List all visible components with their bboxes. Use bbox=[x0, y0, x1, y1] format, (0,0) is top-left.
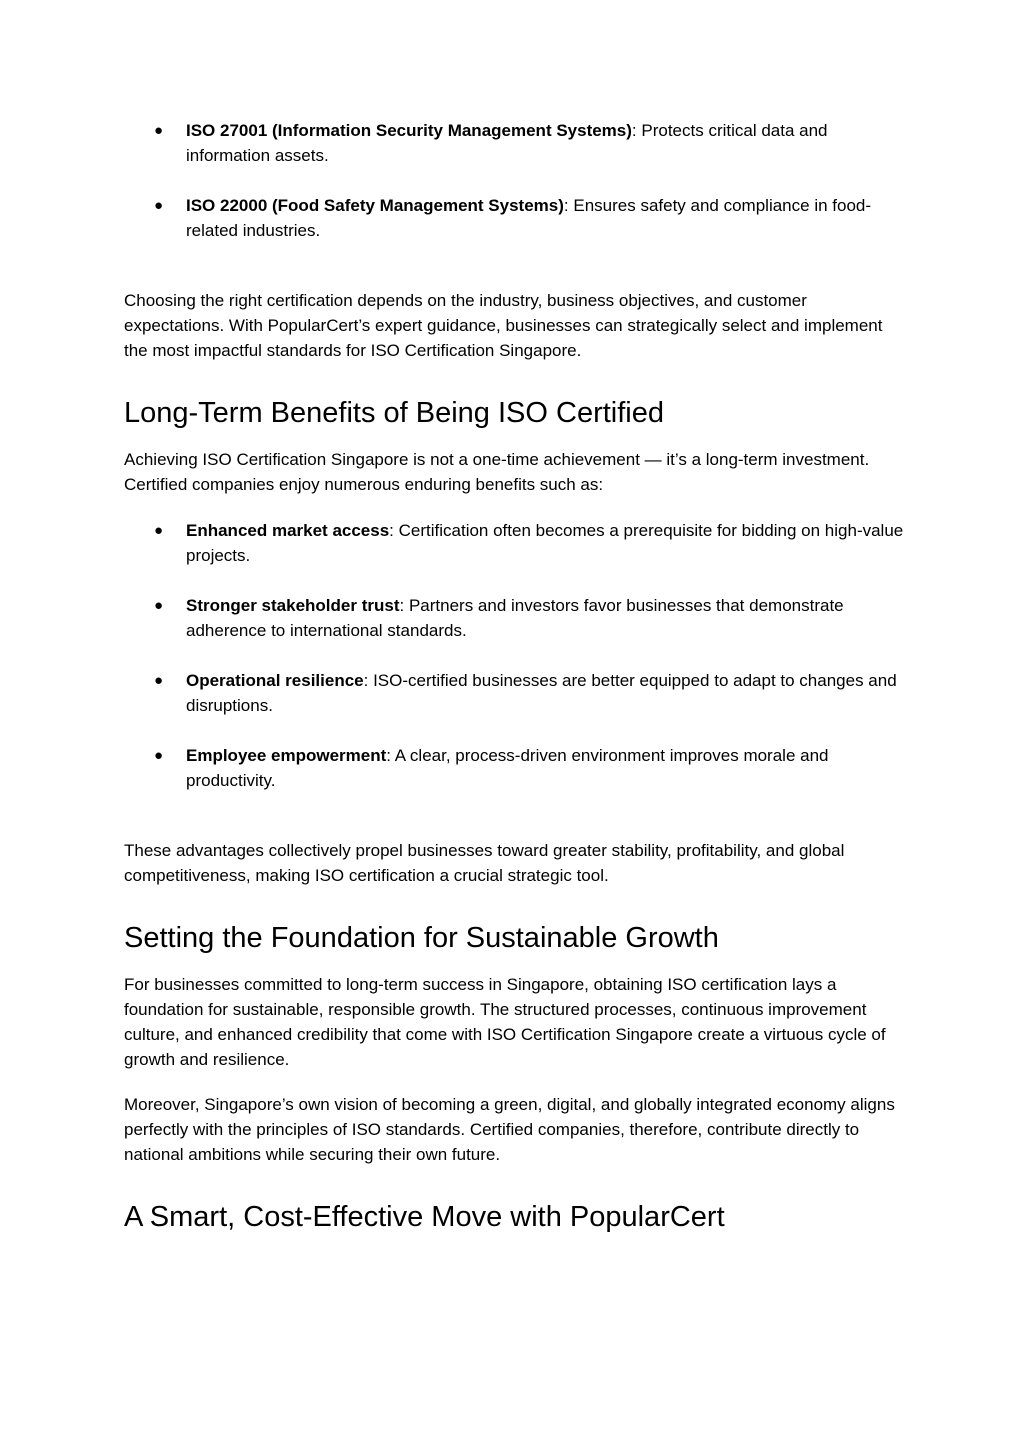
list-item-desc: : Ensures safety and compliance in food-related industries. bbox=[186, 196, 872, 240]
list-item-term: Enhanced market access bbox=[186, 521, 390, 540]
list-item bbox=[124, 193, 904, 243]
bullet-icon: ● bbox=[154, 197, 164, 214]
list-item-term: ISO 27001 (Information Security Management Systems) bbox=[186, 121, 632, 140]
list-item-desc: : Partners and investors favor businesses that demonstrate adherence to international standards. bbox=[186, 596, 844, 640]
bullet-icon: ● bbox=[154, 597, 164, 614]
list-item bbox=[124, 518, 904, 568]
paragraph: Achieving ISO Certification Singapore is not a one-time achievement — it’s a long-term investment. Certified companies enjoy numerous enduring benefits such as: bbox=[124, 450, 870, 494]
paragraph: These advantages collectively propel businesses toward greater stability, profitability, and global competitiveness, making ISO certification a crucial strategic tool. bbox=[124, 841, 845, 885]
list-item-term: Stronger stakeholder trust bbox=[186, 596, 400, 615]
list-item-desc: : Protects critical data and information assets. bbox=[186, 121, 828, 165]
list-item bbox=[124, 668, 904, 718]
bullet-icon: ● bbox=[154, 122, 164, 139]
list-item bbox=[124, 593, 904, 643]
list-item-term: Operational resilience bbox=[186, 671, 364, 690]
bullet-icon: ● bbox=[154, 672, 164, 689]
list-item-desc: : ISO-certified businesses are better equipped to adapt to changes and disruptions. bbox=[186, 671, 897, 715]
list-item-desc: : Certification often becomes a prerequisite for bidding on high-value projects. bbox=[186, 521, 904, 565]
section-heading: A Smart, Cost-Effective Move with PopularCert bbox=[124, 1201, 725, 1233]
section-heading: Long-Term Benefits of Being ISO Certified bbox=[124, 397, 664, 429]
paragraph: For businesses committed to long-term success in Singapore, obtaining ISO certification lays a foundation for sustainable, responsible growth. The structured processes, continuous improvement culture, and enhanced credibility that come with ISO Certification Singapore create a virtuous cycle of growth and resilience. bbox=[124, 975, 886, 1069]
document-page bbox=[124, 118, 904, 1235]
bullet-icon: ● bbox=[154, 522, 164, 539]
list-item-term: ISO 22000 (Food Safety Management Systems) bbox=[186, 196, 564, 215]
section-heading: Setting the Foundation for Sustainable Growth bbox=[124, 922, 719, 954]
bullet-icon: ● bbox=[154, 747, 164, 764]
paragraph: Choosing the right certification depends on the industry, business objectives, and customer expectations. With PopularCert’s expert guidance, businesses can strategically select and implement the most impactful standards for ISO Certification Singapore. bbox=[124, 291, 883, 360]
list-item bbox=[124, 743, 904, 793]
iso-standards-list bbox=[124, 118, 904, 243]
paragraph: Moreover, Singapore’s own vision of becoming a green, digital, and globally integrated economy aligns perfectly with the principles of ISO standards. Certified companies, therefore, contribute directly to national ambitions while securing their own future. bbox=[124, 1095, 895, 1164]
list-item-desc: : A clear, process-driven environment improves morale and productivity. bbox=[186, 746, 829, 790]
list-item-term: Employee empowerment bbox=[186, 746, 387, 765]
benefits-list bbox=[124, 518, 904, 793]
list-item bbox=[124, 118, 904, 168]
